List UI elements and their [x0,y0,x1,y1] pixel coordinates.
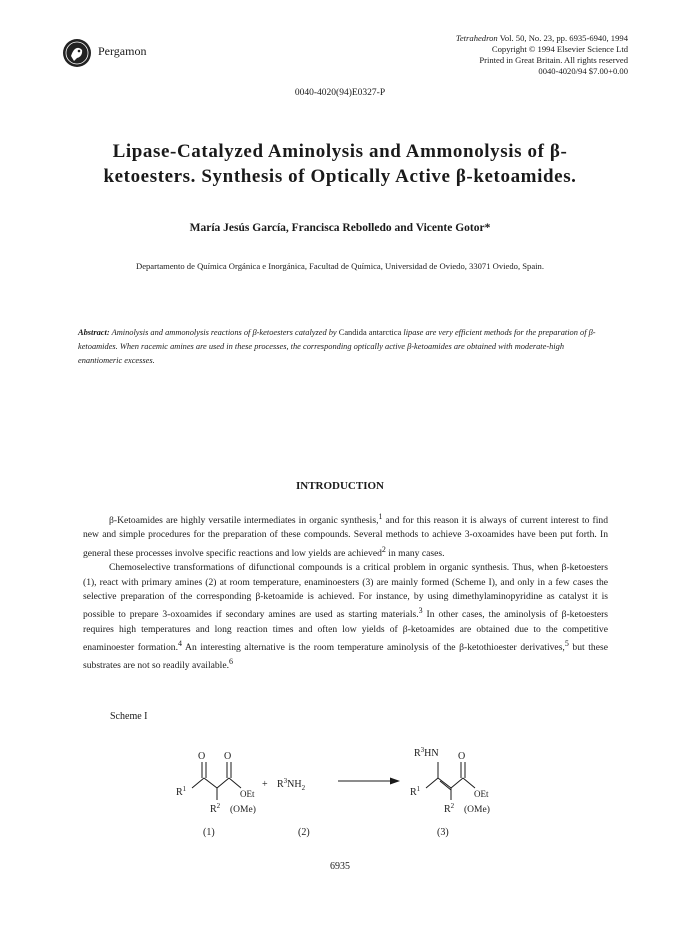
abstract [78,326,608,368]
scheme-label: Scheme I [110,711,148,722]
title-line-2: ketoesters. Synthesis of Optically Active β-ketoamides. [103,166,577,187]
c3-oxygen: O [458,751,466,762]
paragraph-2 [83,561,608,674]
c1-oet: OEt [240,789,255,799]
publisher-name: Pergamon [98,44,147,58]
journal-name: Tetrahedron [455,33,498,43]
abstract-organism: Candida antarctica [338,328,402,337]
p2-ref-5: 5 [564,638,569,648]
compound-3-structure [426,762,475,800]
article-code: 0040-4020(94)E0327-P [294,88,386,98]
c1-ome: (OMe) [230,805,256,815]
c2-amine: $R^3NH_2$ [277,777,306,792]
c3-r1: $R^1$ [410,785,421,798]
c3-oet: OEt [474,789,489,799]
c1-oxygen-2: O [224,751,232,762]
compound-1-number: (1) [203,827,215,838]
p1-text-a: β-Ketoamides are highly versatile intermediates in organic synthesis, [109,515,379,527]
c1-r2: $R^2$ [210,802,221,815]
copyright-line: Copyright © 1994 Elsevier Science Ltd [491,44,628,54]
p2-ref-3: 3 [418,606,423,616]
compound-1-structure [192,762,241,800]
p2-ref-6: 6 [229,657,233,667]
title-line-1: Lipase-Catalyzed Aminolysis and Ammonolysis of β- [112,141,568,162]
reaction-scheme [140,740,560,840]
p2-text-c: An interesting alternative is the room temperature aminolysis of the β-ketothioester derivatives, [181,642,565,654]
body-text [83,510,608,674]
p2-text-a: Chemoselective transformations of difunctional compounds is a critical problem in organic synthesis. Thus, when β-ketoesters (1), react with primary amines (2) at room temperature, enaminoesters (3) are mainly formed (Scheme I), and only in a few cases the selective preparation of the corresponding β-ketoamide is achieved. For instance, by using dimethylaminopyridine as catalyst it is possible to prepare 3-oxoamides if secondary amines are used as starting materials. [83,562,608,621]
c1-r1: $R^1$ [176,785,187,798]
author-list: María Jesús García, Francisca Rebolledo and Vicente Gotor* [189,222,491,234]
c3-amine-group: $R^3HN$ [414,746,439,759]
paper-title [40,139,640,189]
p1-ref-2: 2 [381,544,386,554]
issn-price-line: 0040-4020/94 $7.00+0.00 [538,66,628,76]
p2-text-b: In other cases, the aminolysis of β-ketoesters requires high temperatures and long reaction times and often low yields of β-ketoamides are obtained due to the competitive enaminoester formation. [83,609,609,654]
c3-ome: (OMe) [464,805,490,815]
p2-ref-4: 4 [177,638,182,648]
p1-text-b: and for this reason it is always of current interest to find new and simple procedures for the preparation of these compounds. Several methods to achieve 3-oxoamides have been put forth. In general these processes involve specific reactions and low yields are achieved [83,515,608,559]
pergamon-logo [62,38,92,68]
p1-ref-1: 1 [378,512,383,521]
journal-citation [456,33,628,44]
reaction-arrow [338,778,400,785]
journal-details: Vol. 50, No. 23, pp. 6935-6940, 1994 [497,33,628,43]
compound-2-number: (2) [298,827,310,838]
plus-sign: + [262,779,268,790]
c3-r2: $R^2$ [444,802,455,815]
page-number: 6935 [330,861,350,872]
compound-3-number: (3) [437,827,449,838]
abstract-text-1: Aminolysis and ammonolysis reactions of β-ketoesters catalyzed by [109,328,339,337]
abstract-text-2: lipase are very efficient methods for the preparation of β-ketoamides. When racemic amines are used in these processes, the corresponding optically active β-ketoamides are obtained with moderate-high enantiomeric excesses. [78,328,596,365]
journal-info [456,33,628,77]
section-heading: INTRODUCTION [295,480,384,492]
c1-oxygen-1: O [198,751,206,762]
printed-line: Printed in Great Britain. All rights reserved [479,55,628,65]
affiliation: Departamento de Química Orgánica e Inorgánica, Facultad de Química, Universidad de Oviedo, 33071 Oviedo, Spain. [135,261,544,271]
abstract-label: Abstract: [78,328,110,337]
p1-text-c: in many cases. [385,547,445,559]
paragraph-1 [83,510,608,561]
p2-text-d: but these substrates are not so readily available. [83,642,608,672]
